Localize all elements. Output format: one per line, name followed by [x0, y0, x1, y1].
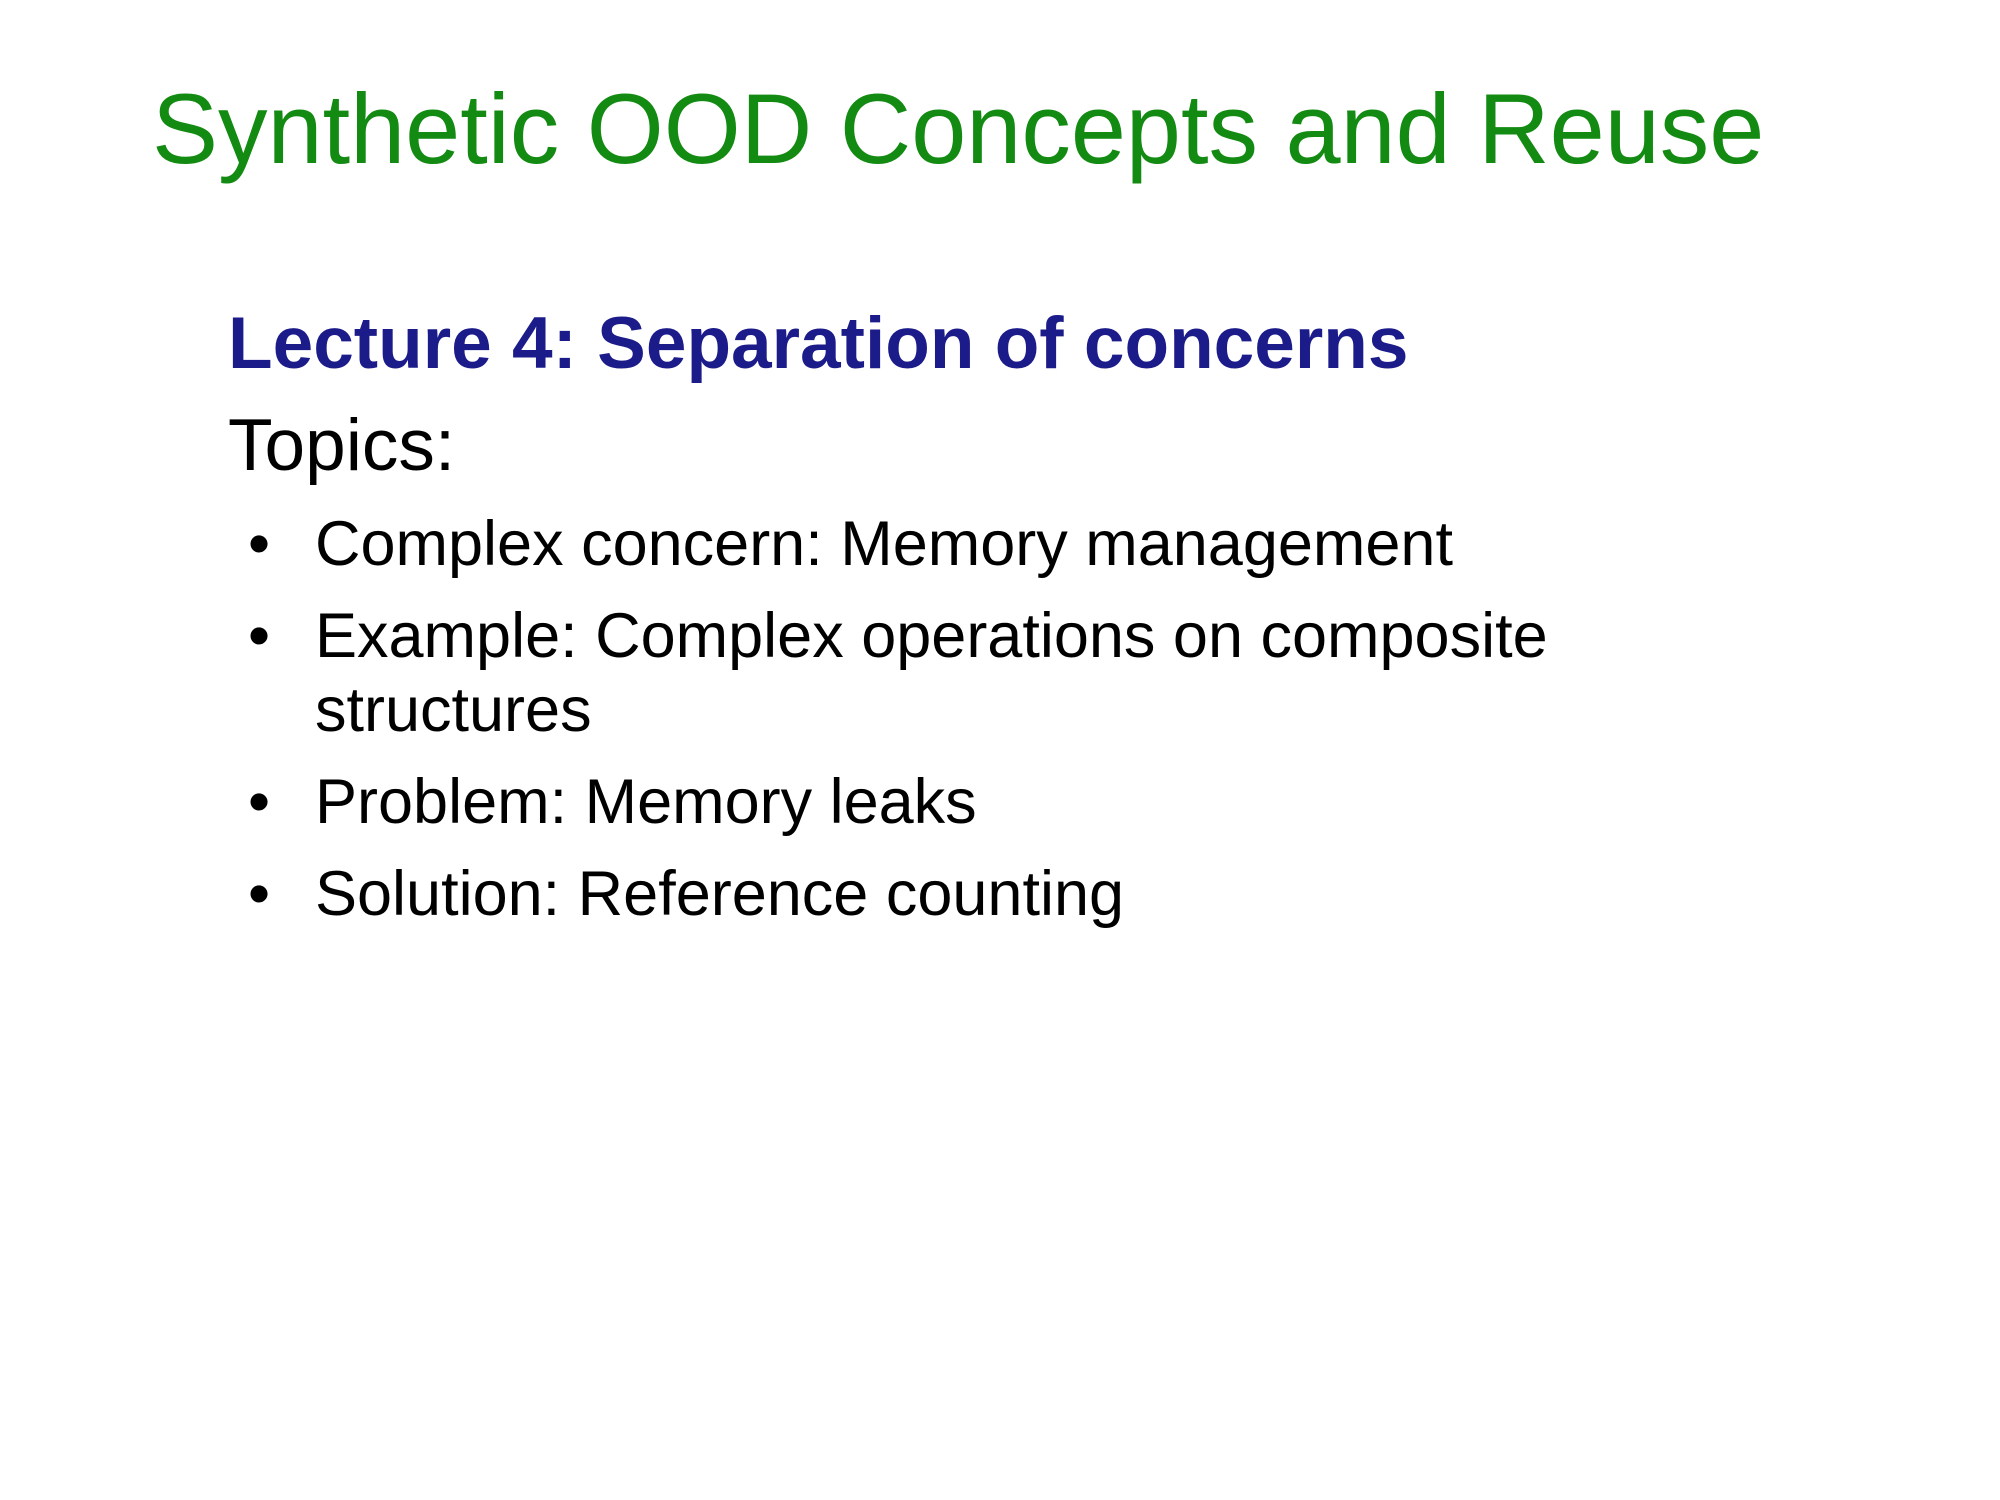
- topics-heading: Topics:: [228, 404, 456, 486]
- bullet-icon: •: [248, 859, 271, 930]
- bullet-text: Complex concern: Memory management: [315, 509, 1453, 580]
- topic-bullet-item: [228, 857, 1748, 931]
- bullet-text: Example: Complex operations on composite structures: [315, 601, 1548, 746]
- topic-bullet-item: [228, 599, 1748, 747]
- topic-bullet-item: [228, 765, 1748, 839]
- lecture-heading: Lecture 4: Separation of concerns: [228, 303, 1409, 384]
- bullet-text: Solution: Reference counting: [315, 859, 1125, 930]
- slide-title: Synthetic OOD Concepts and Reuse: [152, 73, 1765, 184]
- bullet-text: Problem: Memory leaks: [315, 767, 977, 838]
- bullet-icon: •: [248, 767, 271, 838]
- topic-bullet-list: [228, 507, 1748, 931]
- topic-bullet-item: [228, 507, 1748, 581]
- bullet-icon: •: [248, 601, 271, 672]
- bullet-icon: •: [248, 509, 271, 580]
- slide-content: [228, 300, 1748, 949]
